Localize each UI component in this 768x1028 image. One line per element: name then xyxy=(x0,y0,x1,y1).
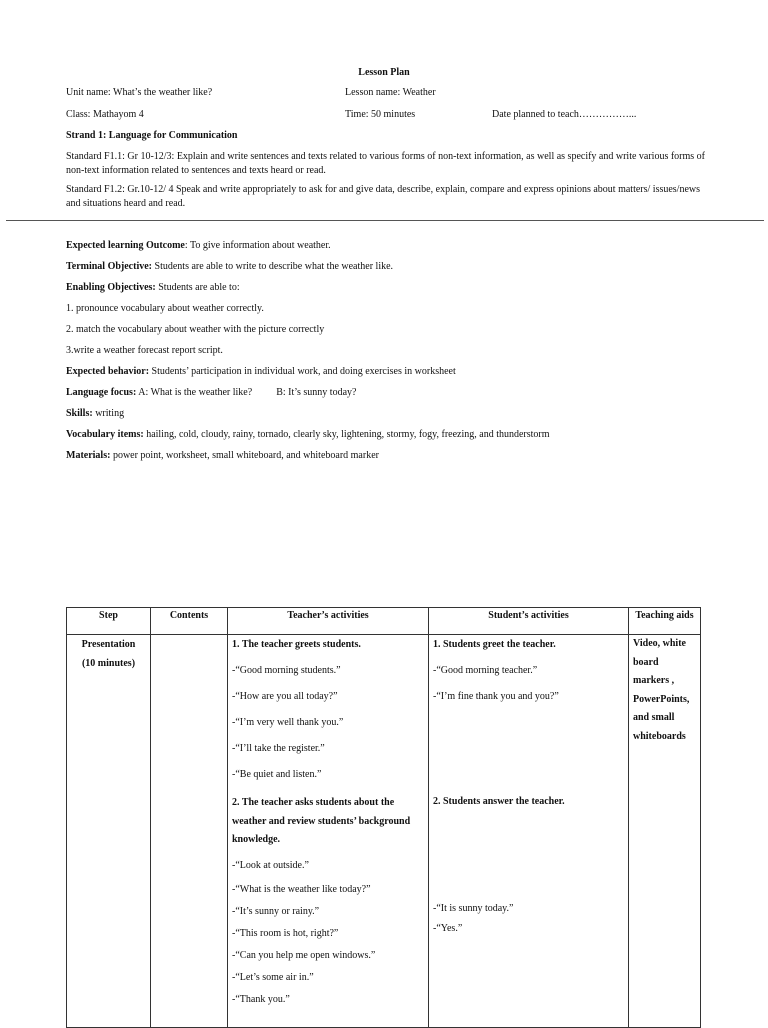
header-row-2 xyxy=(66,108,706,122)
header-student-activities: Student’s activities xyxy=(429,608,629,635)
date-planned: Date planned to teach……………... xyxy=(492,109,637,120)
terminal-objective: Terminal Objective: Students are able to write to describe what the weather like. xyxy=(66,261,394,272)
language-focus: Language focus: A: What is the weather like? B: It’s sunny today? xyxy=(66,387,357,398)
teacher-line: -“Good morning students.” xyxy=(232,665,341,676)
step-name: Presentation xyxy=(81,639,136,650)
class-name: Class: Mathayom 4 xyxy=(66,109,144,120)
skills: Skills: writing xyxy=(66,408,125,419)
teacher-line: -“Let’s some air in.” xyxy=(232,971,314,983)
header-teacher-activities: Teacher’s activities xyxy=(228,608,429,635)
teacher-line: -“Be quiet and listen.” xyxy=(232,769,322,780)
step-cell xyxy=(67,635,151,1028)
header-row-1 xyxy=(66,86,706,100)
unit-name: Unit name: What’s the weather like? xyxy=(66,87,213,98)
teacher-line: -“Thank you.” xyxy=(232,993,290,1005)
teacher-heading: 1. The teacher greets students. xyxy=(232,639,361,650)
student-line: -“Good morning teacher.” xyxy=(433,665,538,676)
time-allotted: Time: 50 minutes xyxy=(345,109,416,120)
enabling-item: 2. match the vocabulary about weather with the picture correctly xyxy=(66,324,325,335)
section-divider xyxy=(6,220,764,221)
teacher-line: -“This room is hot, right?” xyxy=(232,927,339,939)
teaching-aids-cell: Video, white board markers , PowerPoints, and small whiteboards xyxy=(629,635,701,1028)
expected-outcome: Expected learning Outcome: To give information about weather. xyxy=(66,240,331,251)
student-line: -“I’m fine thank you and you?” xyxy=(433,691,559,702)
strand-heading: Strand 1: Language for Communication xyxy=(66,130,238,141)
contents-cell xyxy=(151,635,228,1028)
step-duration: (10 minutes) xyxy=(81,658,136,669)
teacher-heading: 2. The teacher asks students about the weather and review students’ background knowledge. xyxy=(232,797,411,845)
header-step: Step xyxy=(67,608,151,635)
enabling-item: 1. pronounce vocabulary about weather correctly. xyxy=(66,303,264,314)
lesson-name: Lesson name: Weather xyxy=(345,87,436,98)
teacher-line: -“Look at outside.” xyxy=(232,859,309,871)
standard-f1-1: Standard F1.1: Gr 10-12/3: Explain and write sentences and texts related to various forms of non-text information, as well as specify and write various forms of non-text information related to sentences and texts heard or read. xyxy=(66,151,706,176)
expected-behavior: Expected behavior: Students’ participation in individual work, and doing exercises in worksheet xyxy=(66,366,456,377)
standard-f1-2: Standard F1.2: Gr.10-12/ 4 Speak and write appropriately to ask for and give data, describe, explain, compare and express opinions about matters/ issues/news and situations heard and read. xyxy=(66,184,701,209)
student-activities-cell xyxy=(429,635,629,1028)
student-heading: 1. Students greet the teacher. xyxy=(433,639,556,650)
header-contents: Contents xyxy=(151,608,228,635)
teacher-line: -“I’ll take the register.” xyxy=(232,743,325,754)
student-line: -“It is sunny today.” xyxy=(433,903,514,914)
teacher-line: -“It’s sunny or rainy.” xyxy=(232,905,320,917)
teacher-line: -“How are you all today?” xyxy=(232,691,338,702)
teacher-line: -“I’m very well thank you.” xyxy=(232,717,344,728)
student-line: -“Yes.” xyxy=(433,923,463,934)
page-title: Lesson Plan xyxy=(358,67,410,78)
lesson-activities-table xyxy=(66,607,701,1028)
table-header-row xyxy=(67,608,701,635)
teacher-line: -“Can you help me open windows.” xyxy=(232,949,376,961)
student-heading: 2. Students answer the teacher. xyxy=(433,796,565,807)
header-teaching-aids: Teaching aids xyxy=(629,608,701,635)
table-row xyxy=(67,635,701,1028)
enabling-objectives: Enabling Objectives: Students are able to: xyxy=(66,282,240,293)
vocabulary-items: Vocabulary items: hailing, cold, cloudy, rainy, tornado, clearly sky, lightening, stormy, fogy, freezing, and thunderstorm xyxy=(66,429,550,440)
enabling-item: 3.write a weather forecast report script. xyxy=(66,345,223,356)
teacher-line: -“What is the weather like today?” xyxy=(232,883,371,895)
materials: Materials: power point, worksheet, small whiteboard, and whiteboard marker xyxy=(66,450,379,461)
teacher-activities-cell xyxy=(228,635,429,1028)
